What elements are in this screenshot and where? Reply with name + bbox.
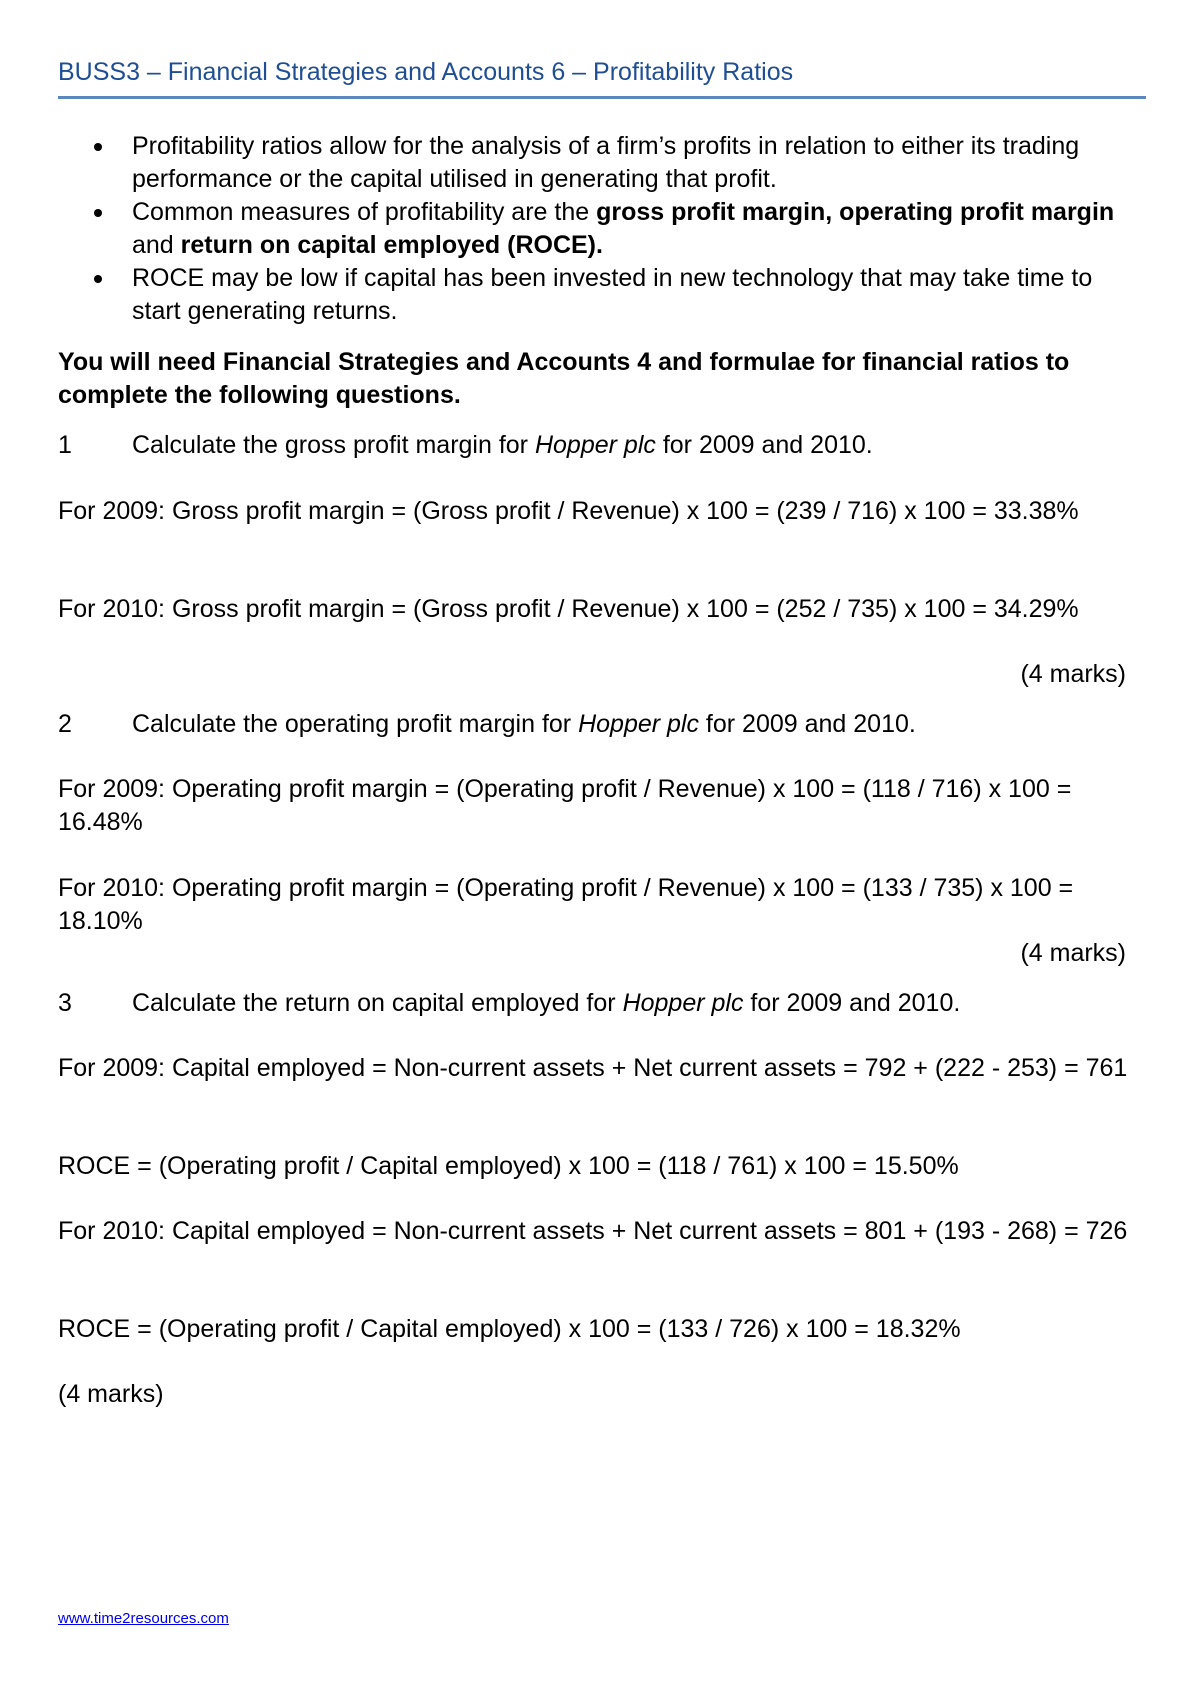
bullet-item-2 [58,196,1146,262]
bullet-dot [94,143,102,151]
document-title: BUSS3 – Financial Strategies and Accounts 6 – Profitability Ratios [58,58,794,86]
answer-q3-capital-2009: For 2009: Capital employed = Non-current assets + Net current assets = 792 + (222 - 253) = 761 [58,1054,1128,1082]
question-1 [58,429,1146,462]
footer-website-link[interactable]: www.time2resources.com [58,1610,229,1627]
marks-q3: (4 marks) [58,1380,164,1408]
company-name: Hopper plc [534,431,656,459]
header-divider [58,96,1146,99]
answer-q3-capital-2010: For 2010: Capital employed = Non-current assets + Net current assets = 801 + (193 - 268) = 726 [58,1217,1128,1245]
question-text-pre: Calculate the gross profit margin for [132,431,535,459]
question-number: 2 [58,710,72,738]
company-name: Hopper plc [622,989,744,1017]
bullet-bold-term-1: gross profit margin, operating profit margin [596,198,1115,226]
bullet-text-pre: Common measures of profitability are the [132,198,597,226]
bullet-bold-term-2: return on capital employed (ROCE). [180,231,603,259]
question-text-pre: Calculate the operating profit margin for [132,710,579,738]
answer-q2-2010: For 2010: Operating profit margin = (Operating profit / Revenue) x 100 = (133 / 735) x 100 = 18.10% [58,874,1074,935]
bullet-dot [94,209,102,217]
bullet-dot [94,275,102,283]
question-number: 1 [58,431,72,459]
marks-q1: (4 marks) [1020,660,1126,688]
bullet-text: ROCE may be low if capital has been invested in new technology that may take time to start generating returns. [132,264,1093,325]
question-text-post: for 2009 and 2010. [655,431,873,459]
question-2 [58,708,1146,741]
bullet-item-1 [58,130,1146,196]
marks-q2: (4 marks) [1020,939,1126,967]
answer-q1-2009: For 2009: Gross profit margin = (Gross profit / Revenue) x 100 = (239 / 716) x 100 = 33.38% [58,497,1079,525]
question-3 [58,987,1146,1020]
question-text-post: for 2009 and 2010. [698,710,916,738]
instruction-text: You will need Financial Strategies and Accounts 4 and formulae for financial ratios to complete the following questions. [58,348,1070,409]
bullet-item-3 [58,262,1146,328]
intro-bullet-list [58,130,1146,328]
bullet-text: Profitability ratios allow for the analysis of a firm’s profits in relation to either its trading performance or the capital utilised in generating that profit. [132,132,1080,193]
answer-q1-2010: For 2010: Gross profit margin = (Gross profit / Revenue) x 100 = (252 / 735) x 100 = 34.29% [58,595,1079,623]
question-number: 3 [58,989,72,1017]
answer-q2-2009: For 2009: Operating profit margin = (Operating profit / Revenue) x 100 = (118 / 716) x 100 = 16.48% [58,775,1072,836]
document-page [58,0,1146,1698]
answer-q3-roce-2010: ROCE = (Operating profit / Capital employed) x 100 = (133 / 726) x 100 = 18.32% [58,1315,961,1343]
answer-q3-roce-2009: ROCE = (Operating profit / Capital employed) x 100 = (118 / 761) x 100 = 15.50% [58,1152,959,1180]
bullet-text-mid: and [132,231,181,259]
company-name: Hopper plc [578,710,699,738]
question-text-pre: Calculate the return on capital employed for [132,989,623,1017]
question-text-post: for 2009 and 2010. [743,989,961,1017]
